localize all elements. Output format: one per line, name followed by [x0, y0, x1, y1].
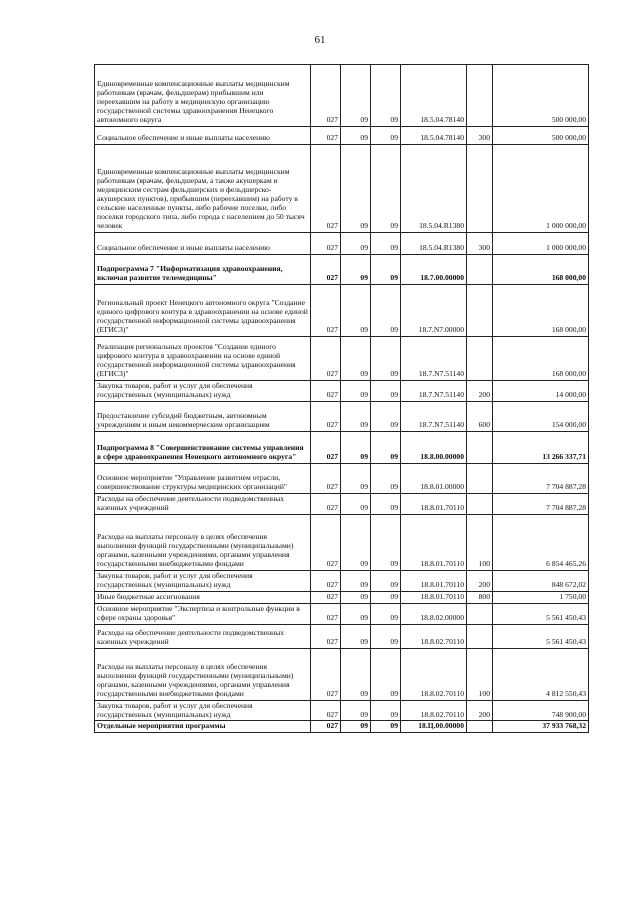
cell-section: 09	[341, 255, 371, 285]
cell-target-article: 18.8.01.70110	[401, 493, 467, 514]
table-row	[95, 570, 589, 591]
cell-name: Региональный проект Ненецкого автономного округа "Создание единого цифрового контура в здравоохранении на основе единой государственной информационной системы здравоохранения (ЕГИСЗ)"	[95, 285, 311, 337]
table-row	[95, 145, 589, 233]
table-row	[95, 233, 589, 255]
cell-amount: 5 561 450,43	[493, 603, 589, 624]
cell-expense-type	[467, 624, 493, 648]
cell-name: Единовременные компенсационные выплаты медицинским работникам (врачам, фельдшерам) прибывшим или переехавшим на работу в медицинскую организацию государственной системы здравоохранения Ненецкого автономного округа	[95, 65, 311, 127]
cell-expense-type	[467, 603, 493, 624]
cell-amount: 1 000 000,00	[493, 145, 589, 233]
cell-subsection: 09	[371, 493, 401, 514]
cell-amount: 500 000,00	[493, 127, 589, 145]
cell-expense-type: 300	[467, 127, 493, 145]
cell-name: Закупка товаров, работ и услуг для обеспечения государственных (муниципальных) нужд	[95, 570, 311, 591]
table-row	[95, 127, 589, 145]
cell-name: Предоставление субсидий бюджетным, автономным учреждениям и иным некоммерческим организациям	[95, 401, 311, 431]
cell-ministry: 027	[311, 381, 341, 402]
cell-subsection: 09	[371, 463, 401, 493]
budget-table	[94, 64, 589, 733]
cell-expense-type	[467, 65, 493, 127]
cell-target-article: 18.8.02.70110	[401, 700, 467, 721]
cell-section: 09	[341, 285, 371, 337]
cell-expense-type	[467, 431, 493, 463]
table-row	[95, 624, 589, 648]
cell-expense-type	[467, 145, 493, 233]
cell-target-article: 18.7.00.00000	[401, 255, 467, 285]
cell-subsection: 09	[371, 624, 401, 648]
cell-target-article: 18.5.04.78140	[401, 65, 467, 127]
cell-section: 09	[341, 648, 371, 700]
cell-name: Расходы на обеспечение деятельности подведомственных казенных учреждений	[95, 493, 311, 514]
cell-expense-type: 300	[467, 233, 493, 255]
cell-amount: 7 704 887,28	[493, 493, 589, 514]
table-row	[95, 285, 589, 337]
cell-expense-type: 600	[467, 401, 493, 431]
cell-expense-type	[467, 337, 493, 381]
cell-amount: 4 812 550,43	[493, 648, 589, 700]
cell-expense-type: 200	[467, 570, 493, 591]
cell-amount: 6 854 465,26	[493, 514, 589, 570]
cell-target-article: 18.8.02.00000	[401, 603, 467, 624]
cell-name: Закупка товаров, работ и услуг для обеспечения государственных (муниципальных) нужд	[95, 381, 311, 402]
cell-ministry: 027	[311, 721, 341, 733]
cell-name: Закупка товаров, работ и услуг для обеспечения государственных (муниципальных) нужд	[95, 700, 311, 721]
cell-expense-type: 200	[467, 700, 493, 721]
cell-name: Основное мероприятие "Управление развитием отрасли, совершенствование структуры медицинских организаций"	[95, 463, 311, 493]
cell-target-article: 18.5.04.R1380	[401, 233, 467, 255]
cell-amount: 5 561 450,43	[493, 624, 589, 648]
cell-target-article: 18.7.N7.51140	[401, 401, 467, 431]
cell-target-article: 18.7.N7.51140	[401, 337, 467, 381]
cell-expense-type	[467, 493, 493, 514]
cell-section: 09	[341, 381, 371, 402]
cell-amount: 154 000,00	[493, 401, 589, 431]
cell-ministry: 027	[311, 493, 341, 514]
cell-ministry: 027	[311, 337, 341, 381]
cell-subsection: 09	[371, 431, 401, 463]
cell-section: 09	[341, 127, 371, 145]
cell-section: 09	[341, 603, 371, 624]
cell-expense-type	[467, 463, 493, 493]
table-row	[95, 591, 589, 603]
cell-section: 09	[341, 337, 371, 381]
cell-subsection: 09	[371, 570, 401, 591]
cell-expense-type: 800	[467, 591, 493, 603]
cell-section: 09	[341, 493, 371, 514]
budget-table-body	[95, 65, 589, 733]
cell-ministry: 027	[311, 514, 341, 570]
cell-target-article: 18.Ц.00.00000	[401, 721, 467, 733]
cell-section: 09	[341, 721, 371, 733]
cell-target-article: 18.8.01.00000	[401, 463, 467, 493]
cell-subsection: 09	[371, 514, 401, 570]
cell-expense-type	[467, 285, 493, 337]
cell-section: 09	[341, 233, 371, 255]
cell-target-article: 18.5.04.R1380	[401, 145, 467, 233]
cell-name: Подпрограмма 8 "Совершенствование системы управления в сфере здравоохранения Ненецкого автономного округа"	[95, 431, 311, 463]
cell-ministry: 027	[311, 603, 341, 624]
cell-name: Единовременные компенсационные выплаты медицинским работникам (врачам, фельдшерам, а также акушеркам и медицинским сестрам фельдшерских и фельдшерско-акушерских пунктов), прибывшим (переехавшим) на работу в сельские населенные пункты, либо рабочие поселки, либо поселки городского типа, либо города с населением до 50 тысяч человек	[95, 145, 311, 233]
cell-amount: 168 000,00	[493, 337, 589, 381]
cell-subsection: 09	[371, 603, 401, 624]
cell-amount: 168 000,00	[493, 255, 589, 285]
cell-target-article: 18.5.04.78140	[401, 127, 467, 145]
cell-expense-type: 200	[467, 381, 493, 402]
cell-subsection: 09	[371, 700, 401, 721]
cell-section: 09	[341, 570, 371, 591]
cell-name: Реализация региональных проектов "Создание единого цифрового контура в здравоохранении на основе единой государственной информационной системы здравоохранения (ЕГИСЗ)"	[95, 337, 311, 381]
cell-target-article: 18.8.00.00000	[401, 431, 467, 463]
table-row	[95, 381, 589, 402]
cell-name: Иные бюджетные ассигнования	[95, 591, 311, 603]
cell-subsection: 09	[371, 721, 401, 733]
cell-section: 09	[341, 463, 371, 493]
cell-subsection: 09	[371, 401, 401, 431]
cell-subsection: 09	[371, 337, 401, 381]
cell-subsection: 09	[371, 285, 401, 337]
cell-target-article: 18.8.02.70110	[401, 624, 467, 648]
table-row	[95, 648, 589, 700]
cell-subsection: 09	[371, 591, 401, 603]
cell-section: 09	[341, 514, 371, 570]
cell-target-article: 18.8.02.70110	[401, 648, 467, 700]
table-row	[95, 401, 589, 431]
cell-subsection: 09	[371, 648, 401, 700]
cell-name: Социальное обеспечение и иные выплаты населению	[95, 233, 311, 255]
cell-target-article: 18.8.01.70110	[401, 570, 467, 591]
cell-name: Подпрограмма 7 "Информатизация здравоохранения, включая развитие телемедицины"	[95, 255, 311, 285]
cell-amount: 7 704 887,28	[493, 463, 589, 493]
cell-amount: 848 672,02	[493, 570, 589, 591]
cell-ministry: 027	[311, 700, 341, 721]
cell-target-article: 18.7.N7.00000	[401, 285, 467, 337]
cell-expense-type: 100	[467, 648, 493, 700]
cell-name: Отдельные мероприятия программы	[95, 721, 311, 733]
cell-name: Основное мероприятие "Экспертиза и контрольные функции в сфере охраны здоровья"	[95, 603, 311, 624]
cell-amount: 1 750,00	[493, 591, 589, 603]
table-row	[95, 700, 589, 721]
cell-target-article: 18.7.N7.51140	[401, 381, 467, 402]
cell-ministry: 027	[311, 127, 341, 145]
cell-expense-type	[467, 255, 493, 285]
cell-ministry: 027	[311, 255, 341, 285]
cell-amount: 37 933 768,32	[493, 721, 589, 733]
table-row	[95, 65, 589, 127]
cell-ministry: 027	[311, 401, 341, 431]
cell-ministry: 027	[311, 624, 341, 648]
cell-section: 09	[341, 591, 371, 603]
cell-subsection: 09	[371, 145, 401, 233]
cell-ministry: 027	[311, 285, 341, 337]
cell-ministry: 027	[311, 570, 341, 591]
cell-subsection: 09	[371, 127, 401, 145]
table-row	[95, 721, 589, 733]
cell-expense-type: 100	[467, 514, 493, 570]
cell-subsection: 09	[371, 65, 401, 127]
cell-amount: 168 000,00	[493, 285, 589, 337]
cell-section: 09	[341, 431, 371, 463]
cell-subsection: 09	[371, 255, 401, 285]
page-number: 61	[314, 34, 326, 46]
table-row	[95, 493, 589, 514]
table-row	[95, 431, 589, 463]
cell-subsection: 09	[371, 233, 401, 255]
cell-amount: 1 000 000,00	[493, 233, 589, 255]
cell-section: 09	[341, 700, 371, 721]
cell-ministry: 027	[311, 431, 341, 463]
table-row	[95, 255, 589, 285]
cell-name: Расходы на выплаты персоналу в целях обеспечения выполнения функций государственными (муниципальными) органами, казенными учреждениями, органами управления государственными внебюджетными фондами	[95, 514, 311, 570]
cell-amount: 13 266 337,71	[493, 431, 589, 463]
table-row	[95, 337, 589, 381]
cell-amount: 748 900,00	[493, 700, 589, 721]
table-row	[95, 463, 589, 493]
table-row	[95, 514, 589, 570]
cell-ministry: 027	[311, 463, 341, 493]
cell-ministry: 027	[311, 145, 341, 233]
cell-amount: 500 000,00	[493, 65, 589, 127]
cell-subsection: 09	[371, 381, 401, 402]
cell-name: Расходы на выплаты персоналу в целях обеспечения выполнения функций государственными (муниципальными) органами, казенными учреждениями, органами управления государственными внебюджетными фондами	[95, 648, 311, 700]
cell-ministry: 027	[311, 233, 341, 255]
table-row	[95, 603, 589, 624]
cell-expense-type	[467, 721, 493, 733]
cell-ministry: 027	[311, 648, 341, 700]
cell-target-article: 18.8.01.70110	[401, 591, 467, 603]
cell-name: Расходы на обеспечение деятельности подведомственных казенных учреждений	[95, 624, 311, 648]
cell-section: 09	[341, 624, 371, 648]
cell-section: 09	[341, 65, 371, 127]
cell-target-article: 18.8.01.70110	[401, 514, 467, 570]
cell-section: 09	[341, 401, 371, 431]
cell-amount: 14 000,00	[493, 381, 589, 402]
cell-ministry: 027	[311, 65, 341, 127]
cell-name: Социальное обеспечение и иные выплаты населению	[95, 127, 311, 145]
cell-section: 09	[341, 145, 371, 233]
cell-ministry: 027	[311, 591, 341, 603]
